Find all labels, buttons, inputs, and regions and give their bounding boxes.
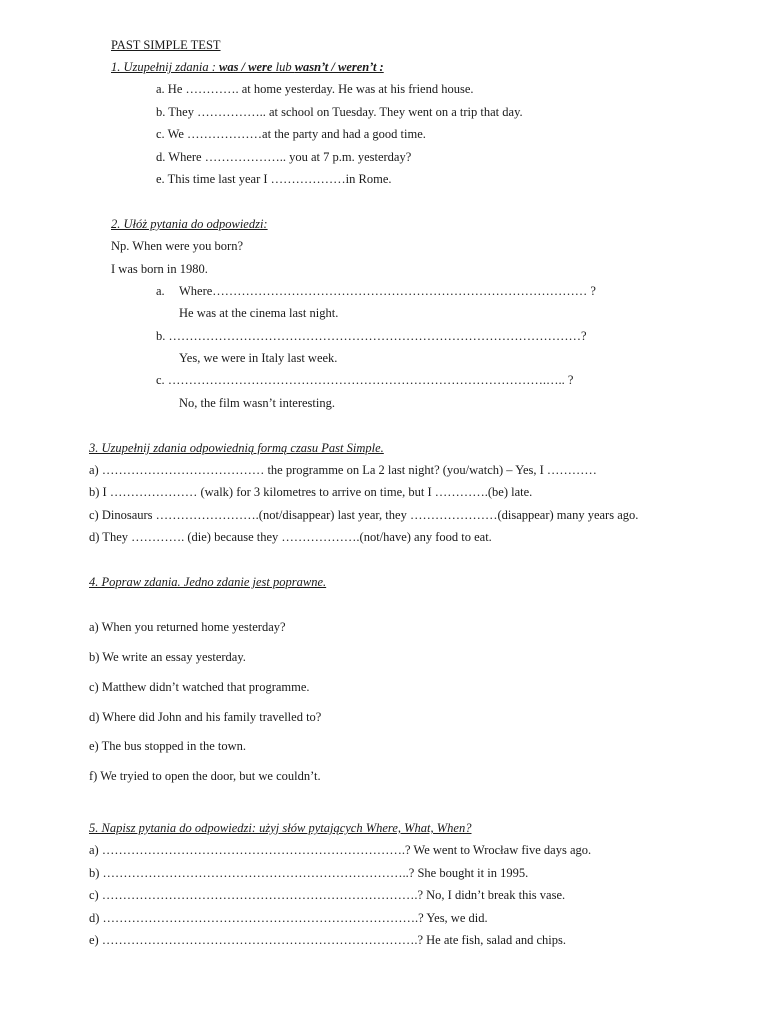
page-title: PAST SIMPLE TEST xyxy=(111,38,221,52)
exercise-5-item-a: a) ……………………………………………………………….? We went to Wrocław five days ago. xyxy=(89,843,592,857)
exercise-1-item-d: d. Where ……………….. you at 7 p.m. yesterday? xyxy=(156,150,412,164)
exercise-4-item-c: c) Matthew didn’t watched that programme. xyxy=(89,680,310,694)
exercise-1-item-b: b. They …………….. at school on Tuesday. They went on a trip that day. xyxy=(156,105,523,119)
exercise-2-item-b-question: b. ………………………………………………………………………………………? xyxy=(156,329,587,343)
section-5-heading: 5. Napisz pytania do odpowiedzi: użyj słów pytających Where, What, When? xyxy=(89,821,472,835)
exercise-2-item-c-answer: No, the film wasn’t interesting. xyxy=(179,396,335,410)
exercise-2-item-a-answer: He was at the cinema last night. xyxy=(179,306,339,320)
exercise-4-item-b: b) We write an essay yesterday. xyxy=(89,650,246,664)
section-4-heading: 4. Popraw zdania. Jedno zdanie jest poprawne. xyxy=(89,575,327,589)
exercise-2-item-c-question: c. ……………………………………………………………………………….….. ? xyxy=(156,373,574,387)
exercise-5-item-e: e) ………………………………………………………………….? He ate fish, salad and chips. xyxy=(89,933,567,947)
exercise-1-item-e: e. This time last year I ………………in Rome. xyxy=(156,172,392,186)
exercise-2-item-a-question: a. Where……………………………………………………………………………… ? xyxy=(156,284,596,298)
exercise-1-item-a: a. He …………. at home yesterday. He was at his friend house. xyxy=(156,82,474,96)
exercise-4-item-a: a) When you returned home yesterday? xyxy=(89,620,286,634)
section-1-heading: 1. Uzupełnij zdania : was / were lub wasn’t / weren’t : xyxy=(111,60,384,74)
exercise-4-item-d: d) Where did John and his family travelled to? xyxy=(89,710,322,724)
example-answer: I was born in 1980. xyxy=(111,262,208,276)
section-2-heading: 2. Ułóż pytania do odpowiedzi: xyxy=(111,217,268,231)
exercise-5-item-b: b) ………………………………………………………………..? She bought it in 1995. xyxy=(89,866,529,880)
exercise-5-item-d: d) ………………………………………………………………….? Yes, we did. xyxy=(89,911,488,925)
exercise-2-item-b-answer: Yes, we were in Italy last week. xyxy=(179,351,338,365)
section-3-heading: 3. Uzupełnij zdania odpowiednią formą czasu Past Simple. xyxy=(89,441,384,455)
exercise-1-item-c: c. We ………………at the party and had a good time. xyxy=(156,127,426,141)
exercise-5-item-c: c) ………………………………………………………………….? No, I didn’t break this vase. xyxy=(89,888,566,902)
exercise-4-item-f: f) We tryied to open the door, but we couldn’t. xyxy=(89,769,321,783)
exercise-3-item-d: d) They …………. (die) because they ……………….(not/have) any food to eat. xyxy=(89,530,492,544)
exercise-3-item-b: b) I ………………… (walk) for 3 kilometres to arrive on time, but I ………….(be) late. xyxy=(89,485,533,499)
example-question: Np. When were you born? xyxy=(111,239,244,253)
exercise-4-item-e: e) The bus stopped in the town. xyxy=(89,739,247,753)
exercise-3-item-a: a) ………………………………… the programme on La 2 last night? (you/watch) – Yes, I ………… xyxy=(89,463,597,477)
exercise-3-item-c: c) Dinosaurs …………………….(not/disappear) last year, they …………………(disappear) many years ago. xyxy=(89,508,639,522)
